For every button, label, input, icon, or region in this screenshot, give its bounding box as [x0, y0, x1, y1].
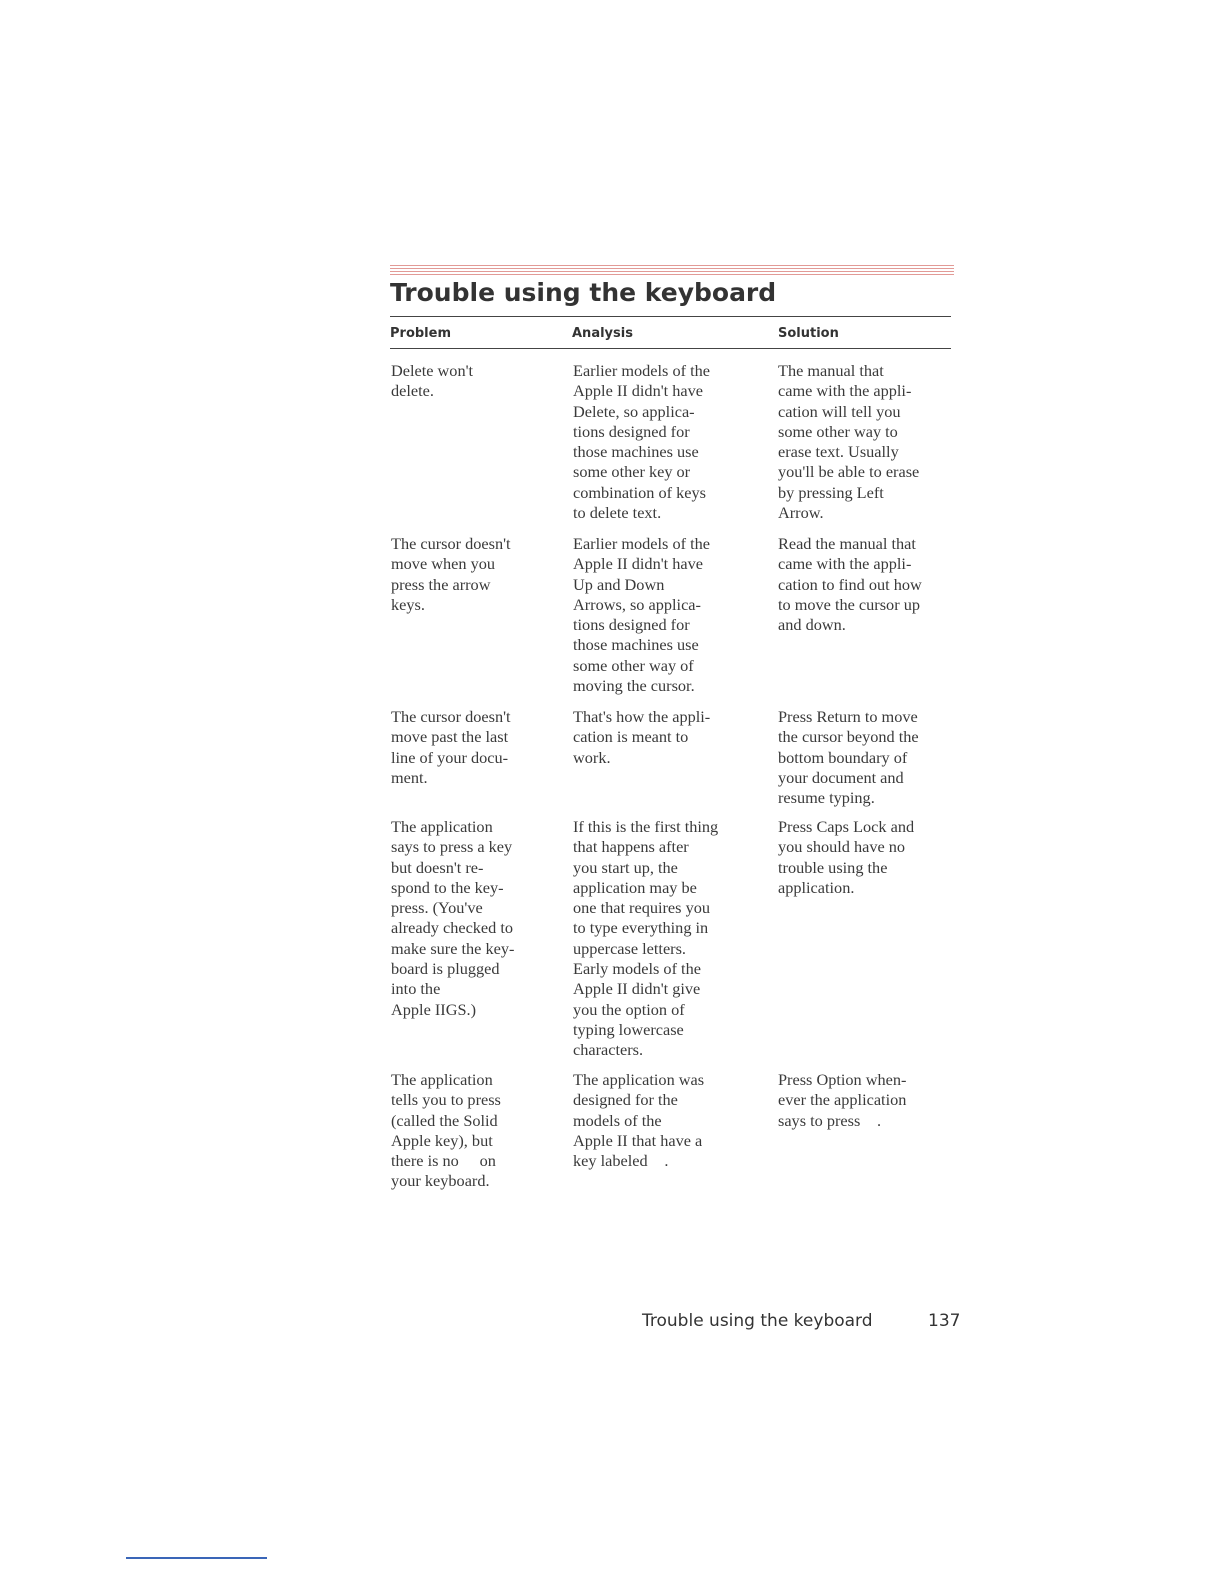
cell-line: says to press . [778, 1110, 869, 1130]
cell-line: cation is meant to [573, 727, 689, 747]
cell-problem [391, 534, 511, 615]
cell-line: resume typing. [778, 788, 875, 808]
cell-line: uppercase letters. [573, 938, 687, 958]
cell-line: Delete won't [391, 361, 474, 380]
cell-solution [778, 361, 919, 523]
cell-line: to move the cursor up [778, 594, 920, 614]
cell-line: (called the Solid [391, 1110, 498, 1130]
column-header-analysis: Analysis [572, 326, 633, 341]
cell-line: you should have no [778, 837, 906, 857]
cell-line: Early models of the [573, 959, 701, 979]
cell-line: tells you to press [391, 1090, 501, 1110]
cell-line: tions designed for [573, 615, 690, 635]
cell-line: line of your docu- [391, 747, 509, 767]
cell-line: by pressing Left [778, 482, 884, 502]
cell-line: you the option of [573, 999, 685, 1019]
cell-line: to delete text. [573, 503, 662, 523]
cell-line: erase text. Usually [778, 442, 899, 462]
cell-solution [778, 707, 919, 808]
cell-line: models of the [573, 1110, 662, 1130]
cell-line: designed for the [573, 1090, 678, 1110]
cell-problem [391, 707, 511, 788]
cell-analysis [573, 1070, 704, 1171]
running-footer-title: Trouble using the keyboard [642, 1311, 873, 1331]
cell-line: those machines use [573, 442, 699, 462]
header-divider [390, 348, 951, 349]
page-number: 137 [928, 1311, 961, 1331]
cell-line: Up and Down [573, 574, 665, 594]
cell-analysis [573, 361, 710, 523]
cell-line: into the [391, 979, 441, 999]
cell-line: and down. [778, 615, 846, 635]
cell-line: typing lowercase [573, 1019, 684, 1039]
cell-line: Apple II didn't give [573, 979, 701, 999]
cell-line: one that requires you [573, 898, 710, 918]
cell-analysis [573, 817, 718, 1061]
cell-line: some other key or [573, 462, 691, 482]
cell-line: application. [778, 877, 855, 897]
cell-line: there is no on [391, 1151, 480, 1171]
cell-line: The cursor doesn't [391, 534, 511, 553]
cell-line: work. [573, 747, 611, 767]
cell-line: bottom boundary of [778, 747, 908, 767]
cell-line: Arrow. [778, 503, 824, 523]
cell-line: The manual that [778, 361, 884, 380]
cell-line: some other way to [778, 421, 898, 441]
cell-line: some other way of [573, 655, 694, 675]
cell-problem [391, 817, 514, 1020]
cell-line: ment. [391, 767, 428, 787]
title-divider [390, 316, 951, 317]
cell-line: Press Return to move [778, 707, 918, 726]
cell-line: Press Option when- [778, 1070, 907, 1089]
cell-line: press the arrow [391, 574, 491, 594]
cell-line: those machines use [573, 635, 699, 655]
cell-line: spond to the key- [391, 877, 504, 897]
cell-line: Apple II didn't have [573, 554, 703, 574]
cell-line: your keyboard. [391, 1171, 490, 1191]
cell-line: delete. [391, 381, 434, 401]
cell-line: cation to find out how [778, 574, 922, 594]
cell-line: Arrows, so applica- [573, 594, 701, 614]
cell-solution [778, 534, 922, 635]
cell-line: board is plugged [391, 959, 500, 979]
cell-line: ever the application [778, 1090, 907, 1110]
cell-line: you'll be able to erase [778, 462, 920, 482]
cell-line: Apple IIGS.) [391, 999, 477, 1019]
cell-line: came with the appli- [778, 381, 912, 401]
cell-line: cation will tell you [778, 401, 901, 421]
cell-line: The cursor doesn't [391, 707, 511, 726]
cell-line: tions designed for [573, 421, 690, 441]
cell-line: make sure the key- [391, 938, 515, 958]
cell-line: you start up, the [573, 857, 678, 877]
cell-line: combination of keys [573, 482, 706, 502]
column-header-problem: Problem [390, 326, 451, 341]
cell-line: already checked to [391, 918, 514, 938]
cell-problem [391, 1070, 518, 1192]
cell-line: says to press a key [391, 837, 513, 857]
cell-line: that happens after [573, 837, 689, 857]
cell-line: moving the cursor. [573, 676, 695, 696]
cell-line: trouble using the [778, 857, 888, 877]
cell-analysis [573, 707, 710, 768]
cell-line: keys. [391, 594, 425, 614]
cell-analysis [573, 534, 710, 696]
bottom-rule [126, 1557, 267, 1559]
cell-line: to type everything in [573, 918, 709, 938]
cell-line: Apple II didn't have [573, 381, 703, 401]
cell-solution [778, 1070, 906, 1131]
cell-line: Apple II that have a [573, 1130, 703, 1150]
cell-line: Apple key), but [391, 1130, 493, 1150]
cell-line: Delete, so applica- [573, 401, 695, 421]
cell-line: press. (You've [391, 898, 483, 918]
cell-line: application may be [573, 877, 697, 897]
cell-line: That's how the appli- [573, 707, 711, 726]
column-header-solution: Solution [778, 326, 839, 341]
cell-line: the cursor beyond the [778, 727, 919, 747]
cell-line: The application was [573, 1070, 705, 1089]
cell-line: The application [391, 817, 493, 836]
cell-solution [778, 817, 914, 898]
cell-line: characters. [573, 1040, 644, 1060]
cell-line: Press Caps Lock and [778, 817, 915, 836]
cell-line: Earlier models of the [573, 534, 710, 553]
cell-line: Read the manual that [778, 534, 916, 553]
cell-line: came with the appli- [778, 554, 912, 574]
cell-line: key labeled . [573, 1151, 656, 1171]
cell-problem [391, 361, 473, 402]
cell-line: your document and [778, 767, 904, 787]
cell-line: If this is the first thing [573, 817, 719, 836]
decorative-header-rules [390, 265, 954, 277]
cell-line: move past the last [391, 727, 509, 747]
cell-line: move when you [391, 554, 495, 574]
cell-line: but doesn't re- [391, 857, 484, 877]
cell-line: The application [391, 1070, 493, 1089]
cell-line: Earlier models of the [573, 361, 710, 380]
section-title: Trouble using the keyboard [390, 278, 777, 307]
